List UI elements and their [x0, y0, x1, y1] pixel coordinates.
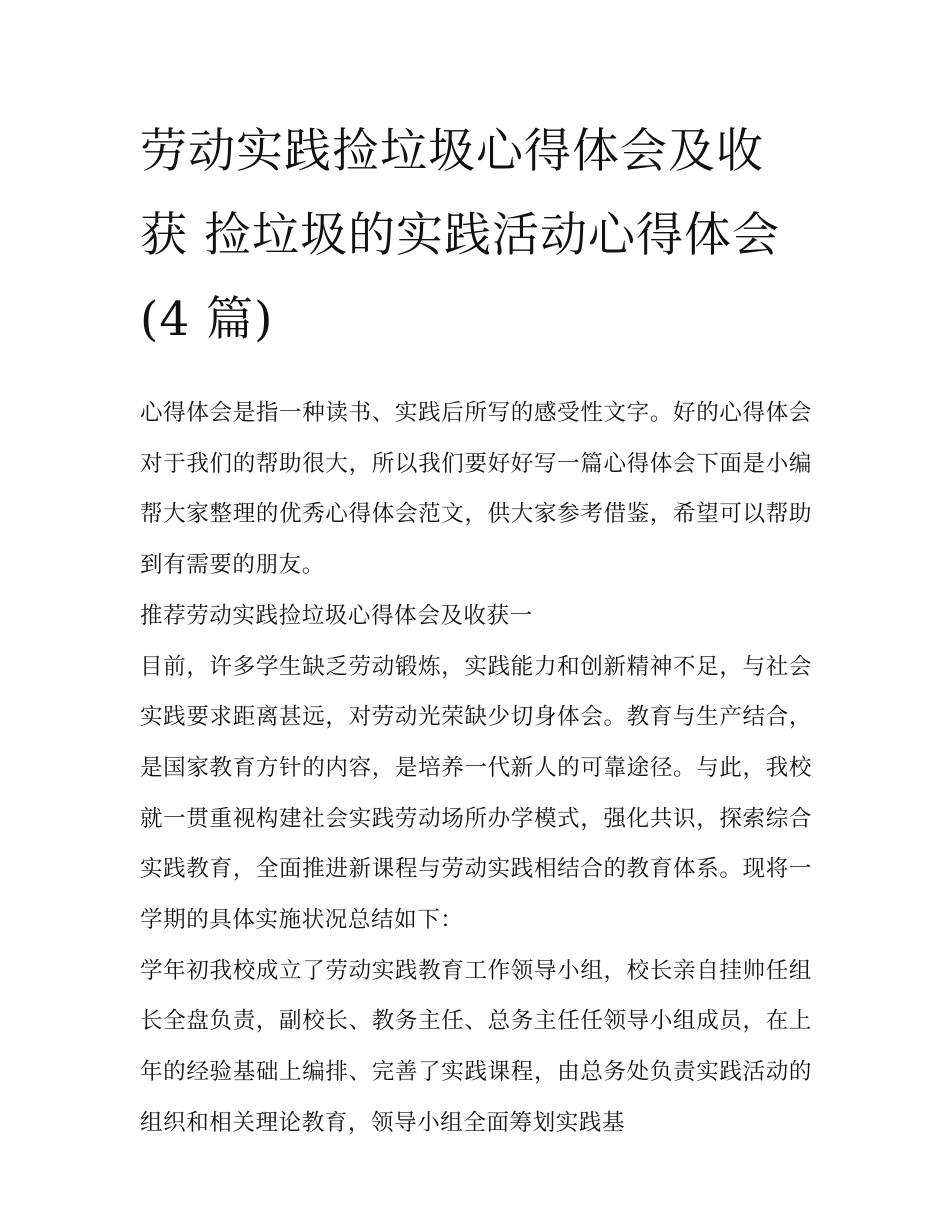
- section-heading: 推荐劳动实践捡垃圾心得体会及收获一: [140, 602, 533, 629]
- paragraph-intro: 心得体会是指一种读书、实践后所写的感受性文字。好的心得体会对于我们的帮助很大，所以我们要好好写一篇心得体会下面是小编帮大家整理的优秀心得体会范文，供大家参考借鉴，希望可以帮助到有需要的朋友。: [140, 400, 812, 579]
- paragraph-body-1: 目前，许多学生缺乏劳动锻炼，实践能力和创新精神不足，与社会实践要求距离甚远，对劳动光荣缺少切身体会。教育与生产结合，是国家教育方针的内容，是培养一代新人的可靠途径。与此，我校就一贯重视构建社会实践劳动场所办学模式，强化共识，探索综合实践教育，全面推进新课程与劳动实践相结合的教育体系。现将一学期的具体实施状况总结如下：: [140, 653, 812, 934]
- document-title: 劳动实践捡垃圾心得体会及收 获 捡垃圾的实践活动心得体会 (4 篇): [140, 124, 780, 347]
- document-page: [140, 110, 812, 1149]
- paragraph-body-2: 学年初我校成立了劳动实践教育工作领导小组，校长亲自挂帅任组长全盘负责，副校长、教务主任、总务主任任领导小组成员，在上年的经验基础上编排、完善了实践课程，由总务处负责实践活动的组织和相关理论教育，领导小组全面筹划实践基: [140, 957, 812, 1136]
